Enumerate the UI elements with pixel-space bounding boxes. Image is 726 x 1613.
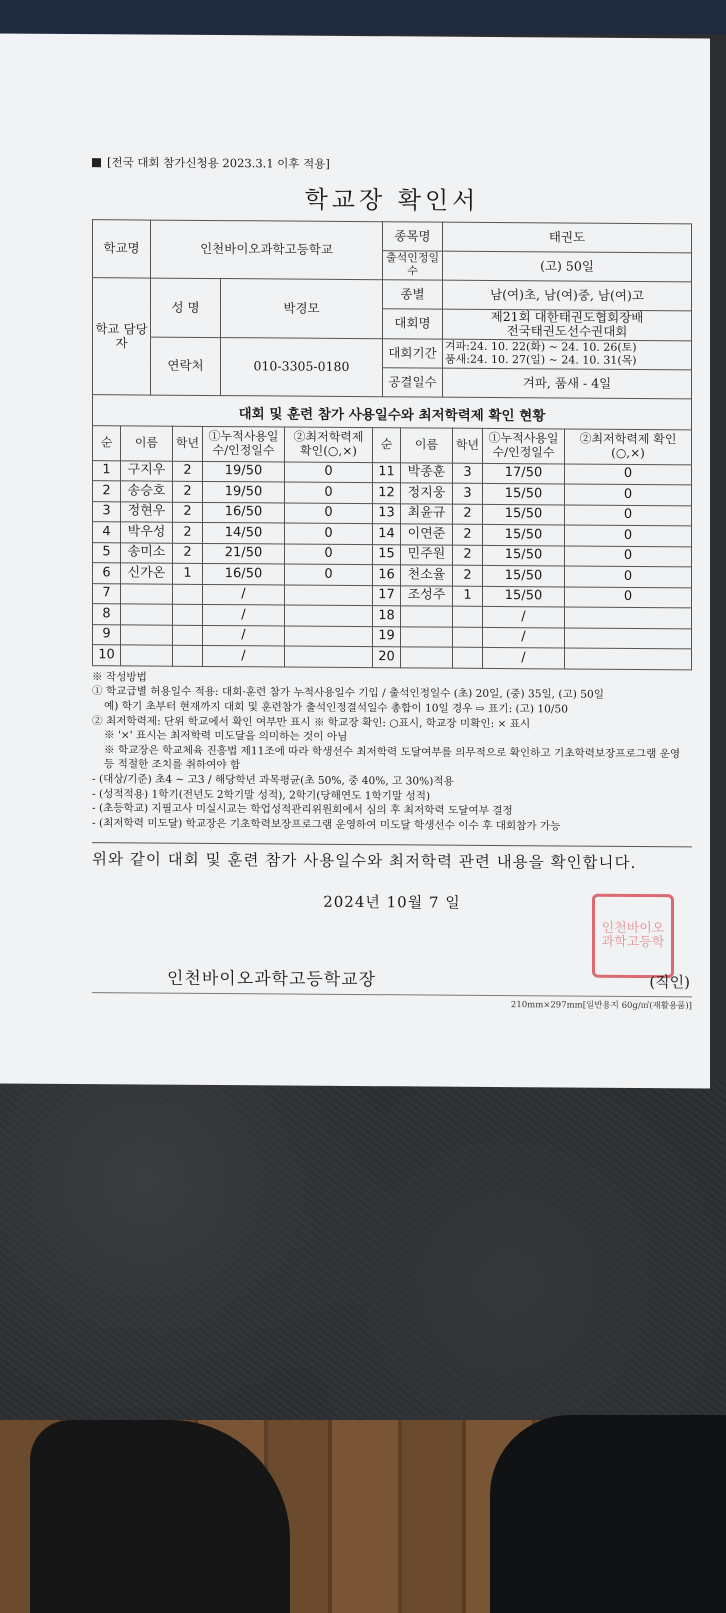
- cell-used: 14/50: [203, 523, 285, 544]
- cell-name: [401, 647, 453, 668]
- cell-min: 0: [285, 503, 373, 524]
- cell-min: [285, 605, 373, 626]
- cell-no: 2: [93, 481, 121, 502]
- cell-used: 21/50: [203, 543, 285, 564]
- cell-grade: 2: [173, 502, 203, 523]
- notice-line: [92, 154, 692, 174]
- cell-name: [121, 645, 173, 666]
- table-row: [93, 645, 692, 670]
- sport-label: 종목명: [383, 222, 443, 251]
- note-2-b: ※ 학교장은 학교체육 진흥법 제11조에 따라 학생선수 최저학력 도달여부를 의무적으로 확인하고 기초학력보장프로그램 운영 등 적절한 조치를 취하여야 함: [104, 744, 681, 772]
- note-detail-1: - (대상/기준) 초4 ~ 고3 / 해당학년 과목평균(초 50%, 중 40%, 고 30%)적용: [92, 773, 454, 788]
- header-no: 순: [373, 427, 401, 462]
- cell-min: 0: [565, 525, 692, 546]
- cell-name: 정현우: [121, 502, 173, 523]
- cell-used: /: [203, 605, 285, 626]
- cell-grade: [173, 625, 203, 646]
- header-used: ①누적사용일수/인정일수: [483, 428, 565, 464]
- cell-min: [565, 607, 692, 628]
- cell-min: 0: [565, 546, 692, 567]
- cell-grade: [453, 627, 483, 648]
- note-2: ② 최저학력제: 단위 학교에서 확인 여부만 표시 ※ 학교장 확인: ○표시, 학교장 미확인: × 표시: [92, 714, 531, 730]
- cell-name: 최윤규: [401, 504, 453, 525]
- cell-min: [565, 648, 692, 669]
- cell-used: 16/50: [203, 502, 285, 523]
- event-line2: 전국태권도선수권대회: [506, 323, 628, 340]
- cell-name: [121, 584, 173, 605]
- cell-min: 0: [285, 544, 373, 565]
- right-shoe: [490, 1415, 726, 1613]
- cell-no: 16: [373, 565, 401, 586]
- cell-no: 8: [93, 604, 121, 625]
- cell-no: 20: [373, 647, 401, 668]
- cell-grade: 2: [173, 522, 203, 543]
- header-used: ①누적사용일수/인정일수: [203, 426, 285, 462]
- cell-no: 14: [373, 524, 401, 545]
- official-seal-stamp: 인천바이오과학고등학: [592, 894, 674, 979]
- cell-no: 12: [373, 483, 401, 504]
- cell-name: 민주원: [401, 545, 453, 566]
- signature-date: 2024년 10월 7 일: [323, 893, 461, 913]
- cell-name: [121, 625, 173, 646]
- cell-name: 박종훈: [401, 463, 453, 484]
- cell-used: 15/50: [483, 525, 565, 546]
- contact-label: 연락처: [151, 337, 221, 395]
- note-detail-4: - (최저학력 미도달) 학교장은 기초학력보장프로그램 운영하여 미도달 학생선수 이수 후 대회참가 가능: [92, 817, 561, 833]
- gender-label: 종별: [383, 280, 443, 309]
- cell-grade: [173, 584, 203, 605]
- header-no: 순: [93, 425, 121, 460]
- cell-grade: 3: [453, 483, 483, 504]
- header-grade: 학년: [173, 426, 203, 461]
- absence-value: 겨파, 품새 - 4일: [443, 368, 692, 399]
- seal-label: (직인): [649, 973, 690, 992]
- cell-min: 0: [565, 566, 692, 587]
- school-label: 학교명: [93, 220, 151, 278]
- principal-title: 인천바이오과학고등학교장: [167, 969, 377, 991]
- absence-label: 공결일수: [383, 367, 443, 396]
- contact-value: 010-3305-0180: [221, 337, 383, 396]
- header-min: ②최저학력제 확인(○,×): [285, 427, 373, 463]
- cell-grade: 3: [453, 463, 483, 484]
- cell-name: 이연준: [401, 524, 453, 545]
- cell-name: 송승호: [121, 481, 173, 502]
- period-line2: 품새:24. 10. 27(일) ~ 24. 10. 31(목): [445, 352, 637, 367]
- cell-used: 16/50: [203, 564, 285, 585]
- cell-no: 7: [93, 583, 121, 604]
- notes-section: [92, 670, 692, 835]
- cell-name: 신가온: [121, 563, 173, 584]
- name-label: 성 명: [151, 278, 221, 337]
- cell-min: 0: [285, 523, 373, 544]
- period-line1: 겨파:24. 10. 22(화) ~ 24. 10. 26(토): [445, 339, 637, 355]
- cell-used: /: [203, 646, 285, 667]
- cell-grade: 1: [173, 563, 203, 584]
- seal-area: [582, 920, 692, 993]
- cell-name: 천소율: [401, 565, 453, 586]
- name-value: 박경모: [221, 279, 383, 339]
- cell-no: 4: [93, 522, 121, 543]
- cell-grade: 2: [453, 524, 483, 545]
- cell-used: 19/50: [203, 461, 285, 482]
- period-label: 대회기간: [383, 338, 443, 367]
- cell-no: 3: [93, 501, 121, 522]
- usage-body: [93, 460, 692, 669]
- cell-grade: 2: [173, 543, 203, 564]
- header-name: 이름: [121, 426, 173, 461]
- cell-grade: 2: [173, 461, 203, 482]
- cell-used: /: [483, 648, 565, 669]
- period-value: [443, 339, 692, 370]
- cell-name: [121, 604, 173, 625]
- cell-grade: 2: [173, 481, 203, 502]
- cell-used: 15/50: [483, 586, 565, 607]
- cell-min: 0: [285, 462, 373, 483]
- cell-no: 19: [373, 626, 401, 647]
- attendance-value: (고) 50일: [443, 251, 692, 282]
- cell-grade: [453, 606, 483, 627]
- cell-used: 15/50: [483, 484, 565, 505]
- cell-min: [285, 646, 373, 667]
- cell-min: 0: [565, 587, 692, 608]
- cell-name: [401, 627, 453, 648]
- note-detail-3: - (초등학교) 지필고사 미실시교는 학업성적관리위원회에서 심의 후 최저학력 도달여부 결정: [92, 802, 513, 818]
- header-min: ②최저학력제 확인(○,×): [565, 429, 692, 465]
- note-1: ① 학교급별 허용일수 적용: 대회·훈련 참가 누적사용일수 기입 / 출석인정일수 (초) 20일, (중) 35일, (고) 50일: [92, 685, 604, 702]
- cell-min: [565, 628, 692, 649]
- cell-min: 0: [565, 464, 692, 485]
- note-detail-2: - (성적적용) 1학기(전년도 2학기말 성적), 2학기(당해연도 1학기말 성적): [92, 787, 431, 803]
- note-2-a: ※ '×' 표시는 최저학력 미도달을 의미하는 것이 아님: [104, 729, 348, 744]
- cell-no: 10: [93, 645, 121, 666]
- background-top-strip: [0, 0, 726, 34]
- document-content: [92, 154, 692, 1012]
- confirm-statement: 위와 같이 대회 및 훈련 참가 사용일수와 최저학력 관련 내용을 확인합니다.: [92, 843, 692, 876]
- black-square-icon: [92, 158, 101, 167]
- cell-grade: [173, 645, 203, 666]
- cell-grade: 2: [453, 545, 483, 566]
- cell-used: /: [203, 625, 285, 646]
- cell-min: 0: [285, 564, 373, 585]
- cell-min: 0: [285, 482, 373, 503]
- cell-used: 15/50: [483, 545, 565, 566]
- sport-value: 태권도: [443, 222, 692, 253]
- leather-surface: [0, 1080, 726, 1430]
- cell-no: 9: [93, 624, 121, 645]
- paper-spec: 210mm×297mm[일반용지 60g/㎡(재활용품)]: [92, 993, 692, 1012]
- gender-value: 남(여)초, 남(여)중, 남(여)고: [443, 280, 692, 311]
- header-grade: 학년: [453, 428, 483, 463]
- cell-grade: 1: [453, 586, 483, 607]
- cell-name: [401, 606, 453, 627]
- usage-table: [92, 425, 692, 670]
- manager-label: 학교 담당자: [93, 278, 151, 395]
- signature-line: [92, 920, 692, 993]
- cell-no: 18: [373, 606, 401, 627]
- cell-no: 5: [93, 542, 121, 563]
- attendance-label: 출석인정일수: [383, 251, 443, 280]
- document-title: 학교장 확인서: [304, 185, 480, 215]
- cell-min: [285, 585, 373, 606]
- cell-grade: [173, 604, 203, 625]
- cell-min: 0: [565, 505, 692, 526]
- notes-heading: ※ 작성방법: [92, 670, 147, 684]
- cell-used: /: [483, 627, 565, 648]
- cell-grade: 2: [453, 565, 483, 586]
- event-value: [443, 309, 692, 340]
- cell-min: [285, 626, 373, 647]
- cell-used: /: [203, 584, 285, 605]
- cell-used: /: [483, 607, 565, 628]
- cell-used: 15/50: [483, 504, 565, 525]
- cell-name: 박우성: [121, 522, 173, 543]
- cell-grade: [453, 647, 483, 668]
- info-table: [92, 219, 692, 399]
- cell-no: 1: [93, 460, 121, 481]
- event-label: 대회명: [383, 309, 443, 339]
- note-1-example: 예) 학기 초부터 현재까지 대회 및 훈련참가 출석인정결석일수 총합이 10일 경우 ⇨ 표기: (고) 10/50: [104, 700, 568, 716]
- cell-name: 정지웅: [401, 483, 453, 504]
- school-name: 인천바이오과학고등학교: [151, 220, 383, 280]
- cell-grade: 2: [453, 504, 483, 525]
- notice-text: [전국 대회 참가신청용 2023.3.1 이후 적용]: [107, 155, 330, 171]
- cell-no: 11: [373, 462, 401, 483]
- cell-name: 구지우: [121, 461, 173, 482]
- event-line1: 제21회 대한태권도협회장배: [490, 308, 644, 326]
- usage-header-row: [93, 425, 692, 464]
- cell-used: 19/50: [203, 482, 285, 503]
- cell-min: 0: [565, 484, 692, 505]
- usage-section-title: 대회 및 훈련 참가 사용일수와 최저학력제 확인 현황: [92, 395, 692, 429]
- header-name: 이름: [401, 428, 453, 463]
- cell-name: 송미소: [121, 543, 173, 564]
- cell-no: 13: [373, 503, 401, 524]
- cell-used: 17/50: [483, 463, 565, 484]
- cell-name: 조성주: [401, 586, 453, 607]
- cell-no: 6: [93, 563, 121, 584]
- cell-used: 15/50: [483, 566, 565, 587]
- document-paper: [0, 34, 710, 1089]
- cell-no: 15: [373, 544, 401, 565]
- cell-no: 17: [373, 585, 401, 606]
